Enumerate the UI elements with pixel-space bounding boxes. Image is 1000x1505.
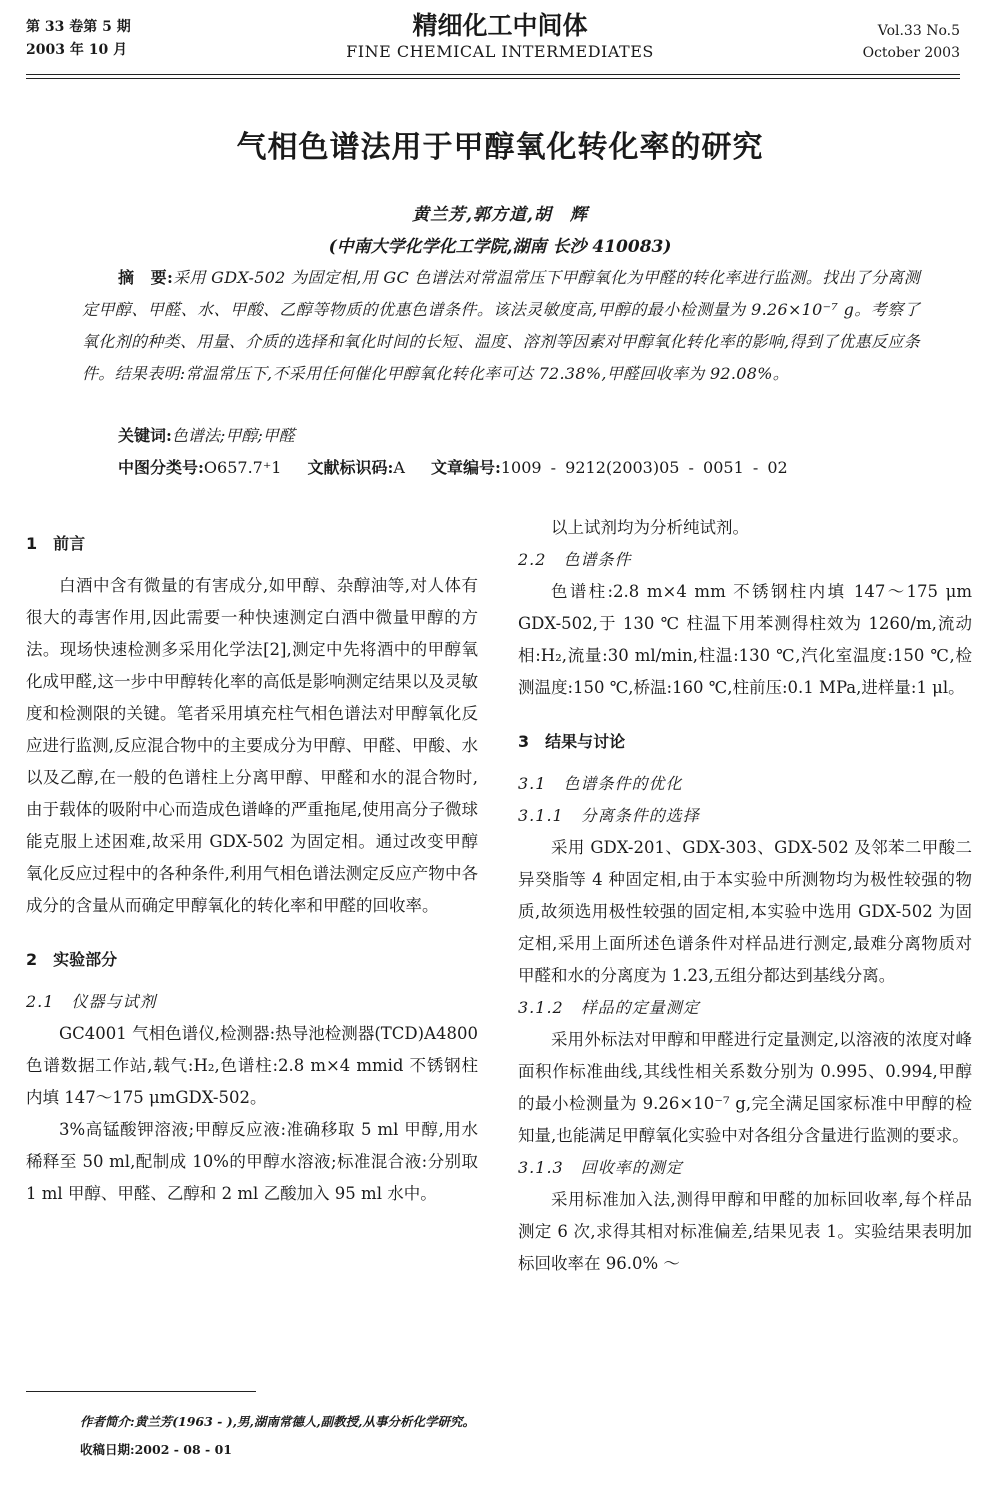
keywords <box>118 423 295 446</box>
section-2-title: 2 实验部分 <box>26 950 118 969</box>
section-1-paragraph: 白酒中含有微量的有害成分,如甲醇、杂醇油等,对人体有很大的毒害作用,因此需要一种快速测定白酒中微量甲醇的方法。现场快速检测多采用化学法[2],测定中先将酒中的甲醇氧化成甲醛,这一步中甲醇转化率的高低是影响测定结果以及灵敏度和检测限的关键。笔者采用填充柱气相色谱法对甲醇氧化反应进行监测,反应混合物中的主要成分为甲醇、甲醛、甲酸、水以及乙醇,在一般的色谱柱上分离甲醇、甲醛和水的混合物时,由于载体的吸附中心而造成色谱峰的严重拖尾,使用高分子微球能克服上述困难,故采用 GDX-502 为固定相。通过改变甲醇氧化反应过程中的各种条件,利用气相色谱法测定反应产物中各成分的含量从而确定甲醇氧化的转化率和甲醛的回收率。 <box>26 576 478 915</box>
received-date-footnote: 收稿日期:2002 - 08 - 01 <box>80 1442 232 1457</box>
section-2-1-paragraph-1: GC4001 气相色谱仪,检测器:热导池检测器(TCD)A4800 色谱数据工作站,载气:H₂,色谱柱:2.8 m×4 mmid 不锈钢柱内填 147～175 μmGDX-502。 <box>26 1024 478 1107</box>
author-bio-footnote: 作者简介:黄兰芳(1963 - ),男,湖南常德人,副教授,从事分析化学研究。 <box>80 1414 476 1429</box>
section-3-1-1-title: 3.1.1 分离条件的选择 <box>518 806 700 825</box>
right-column <box>518 512 972 1280</box>
doc-code-label: 文献标识码: <box>307 458 394 477</box>
section-2-2-paragraph: 色谱柱:2.8 m×4 mm 不锈钢柱内填 147～175 μm GDX-502,于 130 ℃ 柱温下用苯测得柱效为 1260/m,流动相:H₂,流量:30 ml/min,柱温:130 ℃,汽化室温度:150 ℃,检测温度:150 ℃,桥温:160 ℃,柱前压:0.1 MPa,进样量:1 μl。 <box>518 582 972 697</box>
section-3-1-2-title: 3.1.2 样品的定量测定 <box>518 998 700 1017</box>
left-column <box>26 520 478 1210</box>
abstract-label: 摘 要: <box>118 268 174 287</box>
section-3-1-1-paragraph: 采用 GDX-201、GDX-303、GDX-502 及邻苯二甲酸二异癸脂等 4 种固定相,由于本实验中所测物均为极性较强的物质,故须选用极性较强的固定相,本实验中选用 GDX-502 为固定相,采用上面所述色谱条件对样品进行测定,最难分离物质对甲醛和水的分离度为 1.23,五组分都达到基线分离。 <box>518 838 972 985</box>
section-2-1-title: 2.1 仪器与试剂 <box>26 992 157 1011</box>
abstract-text: 采用 GDX-502 为固定相,用 GC 色谱法对常温常压下甲醇氧化为甲醛的转化率进行监测。找出了分离测定甲醇、甲醛、水、甲酸、乙醇等物质的优惠色谱条件。该法灵敏度高,甲醇的最小检测量为 9.26×10⁻⁷ g。考察了氧化剂的种类、用量、介质的选择和氧化时间的长短、温度、溶剂等因素对甲醇氧化转化率的影响,得到了优惠反应条件。结果表明:常温常压下,不采用任何催化甲醇氧化转化率可达 72.38%,甲醛回收率为 92.08%。 <box>82 268 920 383</box>
paper-title: 气相色谱法用于甲醇氧化转化率的研究 <box>236 130 764 165</box>
clc-value: O657.7⁺1 <box>203 458 282 477</box>
footnote-rule <box>26 1391 256 1392</box>
journal-name-cn: 精细化工中间体 <box>412 11 588 40</box>
journal-header <box>250 10 750 62</box>
article-no-value: 1009 - 9212(2003)05 - 0051 - 02 <box>500 458 788 477</box>
doc-code-value: A <box>393 458 405 477</box>
article-no-label: 文章编号: <box>430 458 501 477</box>
section-3-1-title: 3.1 色谱条件的优化 <box>518 774 683 793</box>
volume-issue-en: Vol.33 No.5 <box>877 23 960 39</box>
section-3-1-3-title: 3.1.3 回收率的测定 <box>518 1158 683 1177</box>
volume-issue-cn: 第 33 卷第 5 期 <box>26 19 131 35</box>
section-2-1-paragraph-2: 3%高锰酸钾溶液;甲醇反应液:准确移取 5 ml 甲醇,用水稀释至 50 ml,配制成 10%的甲醇水溶液;标准混合液:分别取 1 ml 甲醇、甲醛、乙醇和 2 ml 乙酸加入 95 ml 水中。 <box>26 1120 478 1203</box>
keywords-label: 关键词: <box>118 426 172 445</box>
abstract <box>82 262 920 390</box>
issue-info <box>26 16 131 62</box>
reagent-note: 以上试剂均为分析纯试剂。 <box>551 518 749 537</box>
affiliation: (中南大学化学化工学院,湖南 长沙 410083) <box>328 237 672 257</box>
date-en: October 2003 <box>862 45 960 61</box>
section-3-1-3-paragraph: 采用标准加入法,测得甲醇和甲醛的加标回收率,每个样品测定 6 次,求得其相对标准偏差,结果见表 1。实验结果表明加标回收率在 96.0% ～ <box>518 1190 972 1273</box>
clc-label: 中图分类号: <box>118 458 204 477</box>
section-1-title: 1 前言 <box>26 534 86 553</box>
classification-line <box>118 455 788 478</box>
date-cn: 2003 年 10 月 <box>26 42 128 58</box>
section-3-1-2-paragraph: 采用外标法对甲醇和甲醛进行定量测定,以溶液的浓度对峰面积作标准曲线,其线性相关系数分别为 0.995、0.994,甲醇的最小检测量为 9.26×10⁻⁷ g,完全满足国家标准中甲醇的检知量,也能满足甲醇氧化实验中对各组分含量进行监测的要求。 <box>518 1030 972 1145</box>
keywords-text: 色谱法;甲醇;甲醛 <box>171 426 295 445</box>
header-rule <box>26 74 960 75</box>
issue-info-en <box>863 20 960 64</box>
journal-name-en: FINE CHEMICAL INTERMEDIATES <box>346 42 654 61</box>
header-rule-thin <box>26 78 960 79</box>
section-3-title: 3 结果与讨论 <box>518 732 626 751</box>
section-2-2-title: 2.2 色谱条件 <box>518 550 632 569</box>
authors: 黄兰芳,郭方道,胡 辉 <box>412 205 588 225</box>
